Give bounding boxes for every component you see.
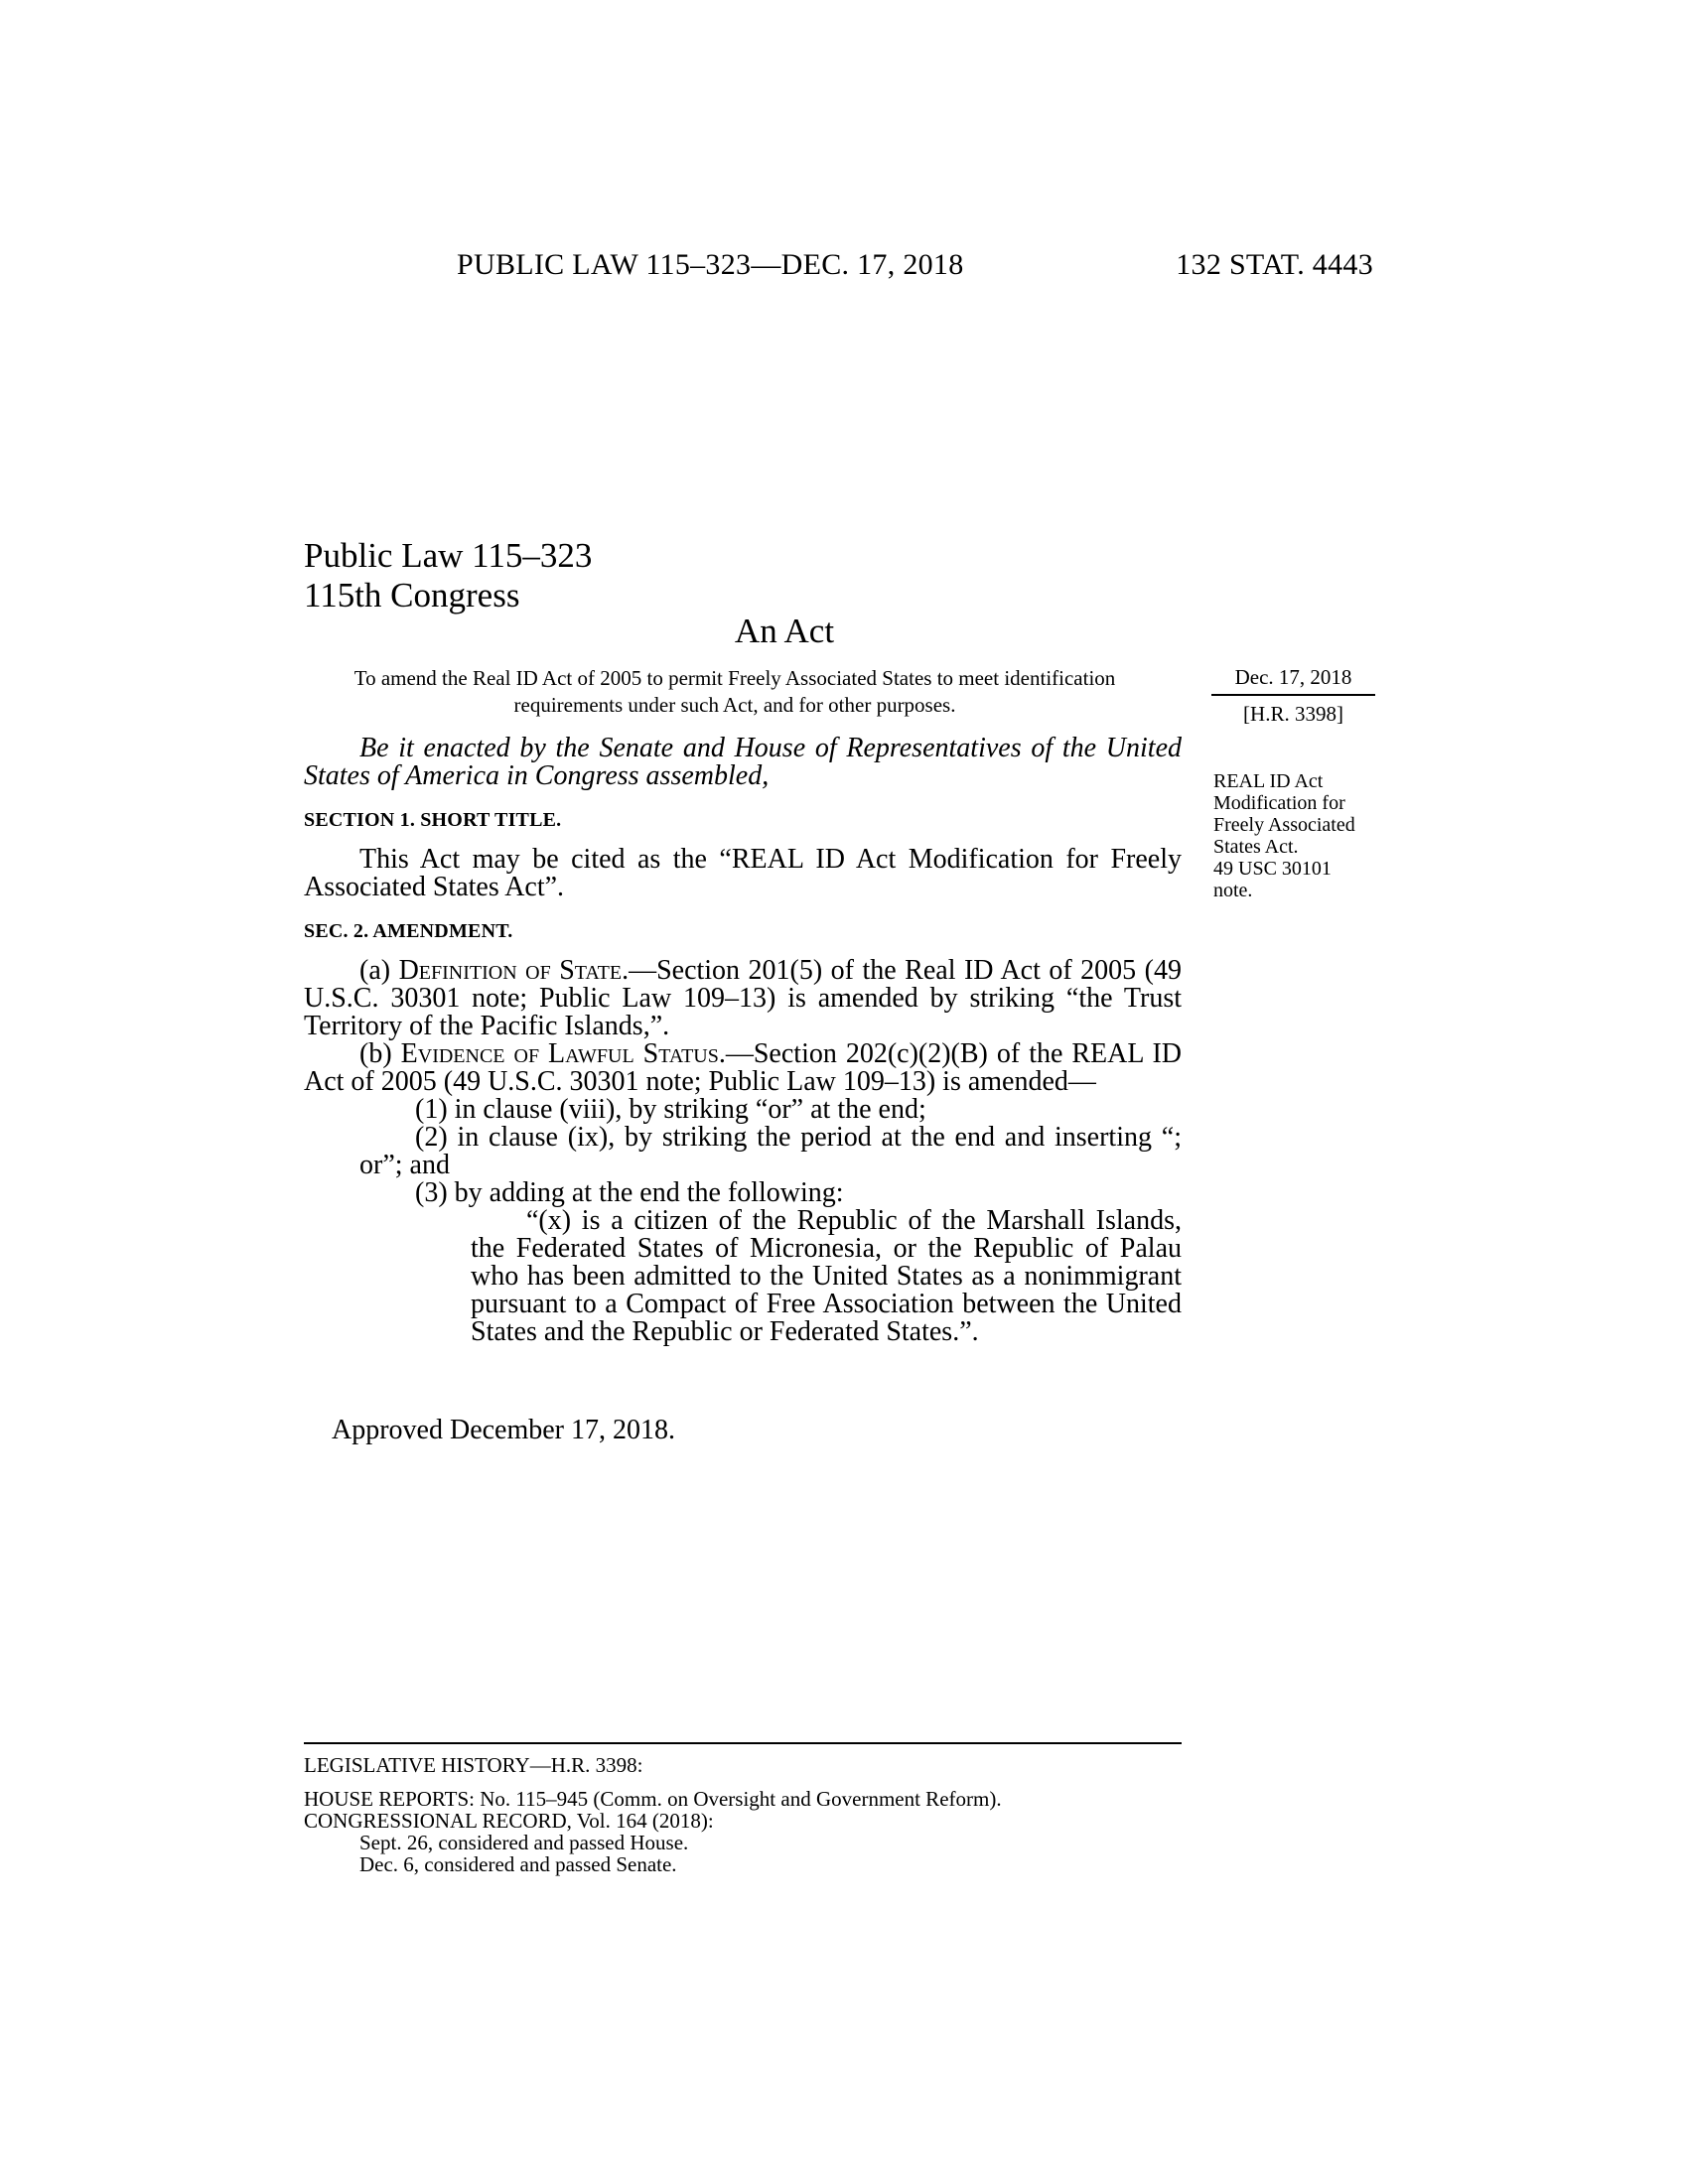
subsection-b-label: (b): [359, 1038, 401, 1069]
subsection-b-heading: Evidence of Lawful Status: [400, 1038, 719, 1069]
enacting-clause: Be it enacted by the Senate and House of Representatives of the United States of America in Congress assembled,: [304, 733, 1182, 791]
paragraph-3: (3) by adding at the end the following:: [415, 1177, 844, 1208]
margin-note-line: REAL ID Act: [1213, 770, 1324, 792]
subsection-a: [304, 957, 1182, 1040]
margin-note-line: Modification for: [1213, 792, 1345, 814]
margin-date-block: [1211, 665, 1375, 727]
subsection-a-text: .—Section 201(5) of the Real ID Act of 2005 (49 U.S.C. 30301 note; Public Law 109–13) is amended by striking “the Trust Territory of the Pacific Islands,”.: [304, 955, 1182, 1041]
history-line: HOUSE REPORTS: No. 115–945 (Comm. on Oversight and Government Reform).: [304, 1787, 1002, 1811]
section-1-text: This Act may be cited as the “REAL ID Act Modification for Freely Associated States Act”.: [304, 844, 1182, 902]
public-law-number: Public Law 115–323: [304, 536, 593, 575]
law-title-block: [304, 536, 592, 615]
subsection-b-text: .—Section 202(c)(2)(B) of the REAL ID Act of 2005 (49 U.S.C. 30301 note; Public Law 109–13) is amended—: [304, 1038, 1182, 1097]
margin-note-line: Freely Associated: [1213, 814, 1355, 836]
subsection-a-heading: Definition of State: [398, 955, 623, 986]
approval-date: Approved December 17, 2018.: [332, 1415, 676, 1445]
quoted-clause-x: “(x) is a citizen of the Republic of the Marshall Islands, the Federated States of Micronesia, or the Republic of Palau who has been admitted to the United States as a nonimmigrant pursuant to a Compact of Free Association between the United States and the Republic or Federated States.”.: [471, 1205, 1182, 1347]
paragraph-2: (2) in clause (ix), by striking the period at the end and inserting “; or”; and: [359, 1122, 1182, 1180]
running-header-left: PUBLIC LAW 115–323—DEC. 17, 2018: [457, 248, 964, 281]
legislative-history: [304, 1742, 1182, 1875]
congress-number: 115th Congress: [304, 576, 520, 614]
paragraph-1: (1) in clause (viii), by striking “or” at the end;: [415, 1094, 926, 1125]
act-heading: An Act: [734, 612, 835, 650]
margin-note: [1213, 770, 1355, 901]
subsection-a-label: (a): [359, 955, 399, 986]
enactment-date: Dec. 17, 2018: [1211, 665, 1375, 696]
act-body: [304, 735, 1182, 1346]
section-1-heading: SECTION 1. SHORT TITLE.: [304, 809, 562, 831]
history-line: CONGRESSIONAL RECORD, Vol. 164 (2018):: [304, 1809, 714, 1833]
legislative-history-title: LEGISLATIVE HISTORY—H.R. 3398:: [304, 1753, 643, 1777]
margin-note-line: note.: [1213, 880, 1253, 901]
margin-note-line: States Act.: [1213, 836, 1299, 858]
section-2-heading: SEC. 2. AMENDMENT.: [304, 920, 513, 942]
history-sub-line: Dec. 6, considered and passed Senate.: [359, 1852, 677, 1876]
act-purpose: To amend the Real ID Act of 2005 to permit Freely Associated States to meet identification requirements under such Act, and for other purposes.: [353, 666, 1116, 717]
running-header-right: 132 STAT. 4443: [1176, 248, 1373, 281]
bill-number: [H.R. 3398]: [1243, 702, 1343, 726]
subsection-b: [304, 1040, 1182, 1096]
margin-note-line: 49 USC 30101: [1213, 858, 1332, 880]
history-sub-line: Sept. 26, considered and passed House.: [359, 1831, 689, 1854]
